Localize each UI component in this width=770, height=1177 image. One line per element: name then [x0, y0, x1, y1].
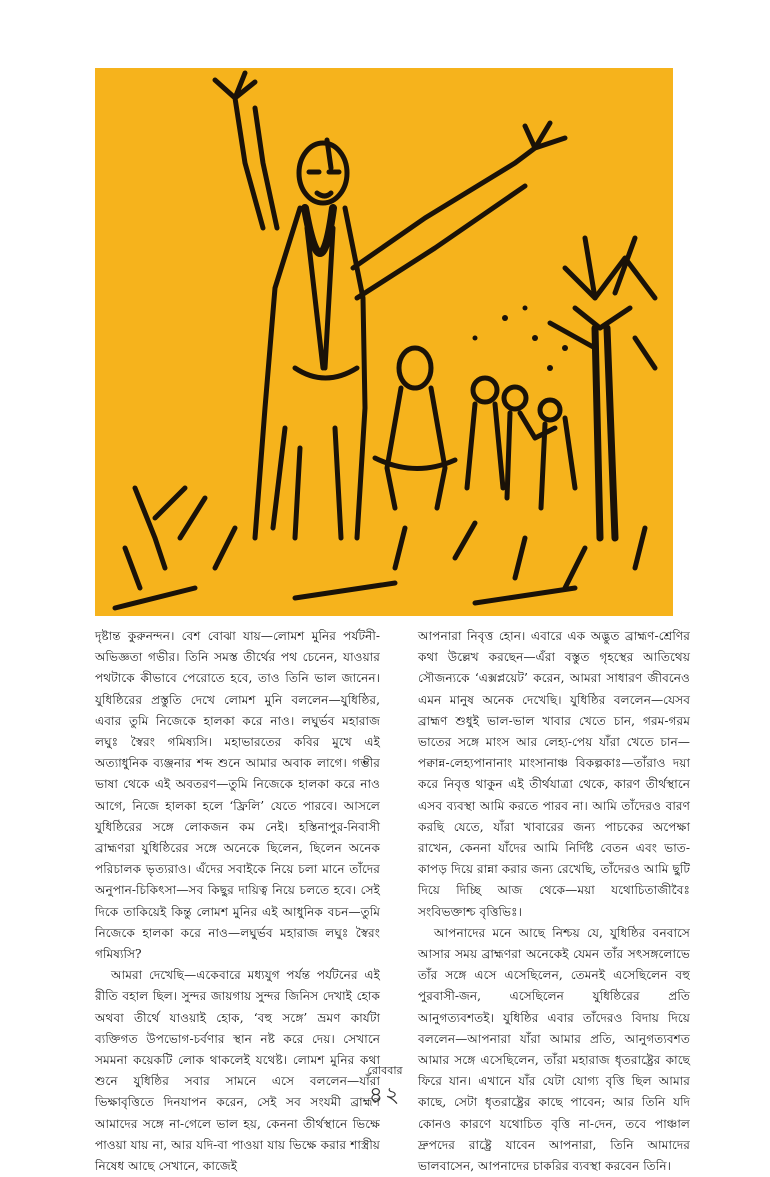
article-paragraph: আপনাদের মনে আছে নিশ্চয় যে, যুধিষ্ঠির বনবাসে আসার সময় ব্রাহ্মণরা অনেকেই যেমন তাঁর সৎসঙ্গলোভে তাঁর সঙ্গে এসে এসেছিলেন, তেমনই এসেছিলেন বহু পুরবাসী-জন, এসেছিলেন যুধিষ্ঠিরের প্রতি আনুগত্যবশতই। যুধিষ্ঠির এবার তাঁদেরও বিদায় দিয়ে বললেন—আপনারা যাঁরা আমার প্রতি, আনুগত্যবশত আমার সঙ্গে এসেছিলেন, তাঁরা মহারাজ ধৃতরাষ্ট্রের কাছে ফিরে যান। এখানে যাঁর যেটা যোগ্য বৃত্তি ছিল আমার কাছে, সেটা ধৃতরাষ্ট্রের কাছে পাবেন; আর তিনি যদি কোনও কারণে যথোচিত বৃত্তি না-দেন, তবে পাঞ্চাল দ্রুপদের রাষ্ট্রে যাবেন আপনারা, তিনি আমাদের ভালবাসেন, আপনাদের চাকরির ব্যবস্থা করবেন তিনি।	[418, 925, 690, 1174]
illustration-drawing	[95, 68, 673, 616]
article-paragraph: আপনারা নিবৃত্ত হোন। এবারে এক অদ্ভুত ব্রাহ্মণ-শ্রেণির কথা উল্লেখ করছেন—এঁরা বস্তুত গৃহস্থের আতিথেয় সৌজন্যকে ‘এক্সপ্লয়েট’ করেন, আমরা সাধারণ জীবনেও এমন মানুষ অনেক দেখেছি। যুধিষ্ঠির বললেন—যেসব ব্রাহ্মণ শুধুই ভাল-ভাল খাবার খেতে চান, গরম-গরম ভাতের সঙ্গে মাংস আর লেহ্য-পেয় যাঁরা খেতে চান—পক্বান্ন-লেহ্যপানানাং মাংসানাঞ্চ বিকল্পকাঃ—তাঁরাও দয়া করে নিবৃত্ত থাকুন এই তীর্থযাত্রা থেকে, কারণ তীর্থস্থানে এসব ব্যবস্থা আমি করতে পারব না। আমি তাঁদেরও বারণ করছি যেতে, যাঁরা খাবারের জন্য পাচকের অপেক্ষা রাখেন, কেননা যাঁদের আমি নির্দিষ্ট বেতন এবং ভাত-কাপড় দিয়ে রান্না করার জন্য রেখেছি, তাঁদেরও আমি ছুটি দিয়ে দিচ্ছি আজ থেকে—ময়া যথোচিতাজীবৈঃ সংবিভক্তাশ্চ বৃত্তিভিঃ।	[418, 629, 690, 919]
footer-magazine-name: রোববার	[367, 1064, 403, 1077]
article-illustration	[95, 68, 673, 616]
article-paragraph: দৃষ্টান্ত কুরুনন্দন। বেশ বোঝা যায়—লোমশ মুনির পর্যটনী-অভিজ্ঞতা গভীর। তিনি সমস্ত তীর্থের পথ চেনেন, যাওয়ার পথটাকে কীভাবে পেরোতে হবে, তাও তিনি ভাল জানেন। যুধিষ্ঠিরের প্রস্তুতি দেখে লোমশ মুনি বললেন—যুধিষ্ঠির, এবার তুমি নিজেকে হালকা করে নাও। লঘুর্ভব মহারাজ লঘুঃ স্বৈরং গমিষ্যসি। মহাভারতের কবির মুখে এই অত্যাধুনিক ব্যঞ্জনার শব্দ শুনে আমার অবাক লাগে। গম্ভীর ভাষা থেকে এই অবতরণ—তুমি নিজেকে হালকা করে নাও আগে, নিজে হালকা হলে ‘ফ্রিলি’ যেতে পারবে। আসলে যুধিষ্ঠিরের সঙ্গে লোকজন কম নেই। হস্তিনাপুর-নিবাসী ব্রাহ্মণরা যুধিষ্ঠিরের সঙ্গে অনেকে ছিলেন, ছিলেন অনেক পরিচালক ভৃত্যরাও। এঁদের সবাইকে নিয়ে চলা মানে তাঁদের অনুপান-চিকিৎসা—সব কিছুর দায়িত্ব নিয়ে চলতে হবে। সেই দিকে তাকিয়েই কিন্তু লোমশ মুনির এই আধুনিক বচন—তুমি নিজেকে হালকা করে নাও—লঘুর্ভব মহারাজ লঘুঃ স্বৈরং গমিষ্যসি?	[95, 629, 380, 962]
page-number: ৪২	[368, 1083, 402, 1108]
article-paragraph: আমরা দেখেছি—একেবারে মধ্যযুগ পর্যন্ত পর্যটনের এই রীতি বহাল ছিল। সুন্দর জায়গায় সুন্দর জিনিস দেখাই হোক অথবা তীর্থে যাওয়াই হোক, ‘বহু সঙ্গে’ ভ্রমণ কার্যটা ব্যক্তিগত উপভোগ-চর্বণার স্থান নষ্ট করে দেয়। সেখানে সমমনা কয়েকটি লোক থাকলেই যথেষ্ট। লোমশ মুনির কথা শুনে যুধিষ্ঠির সবার সামনে এসে বললেন—যাঁরা ভিক্ষাবৃত্তিতে দিনযাপন করেন, সেই সব সংযমী ব্রাহ্মণ আমাদের সঙ্গে না-গেলে ভাল হয়, কেননা তীর্থস্থানে ভিক্ষে পাওয়া যায় না, আর যদি-বা পাওয়া যায় ভিক্ষে করার শাস্ত্রীয় নিষেধ আছে সেখানে, কাজেই	[95, 968, 380, 1174]
